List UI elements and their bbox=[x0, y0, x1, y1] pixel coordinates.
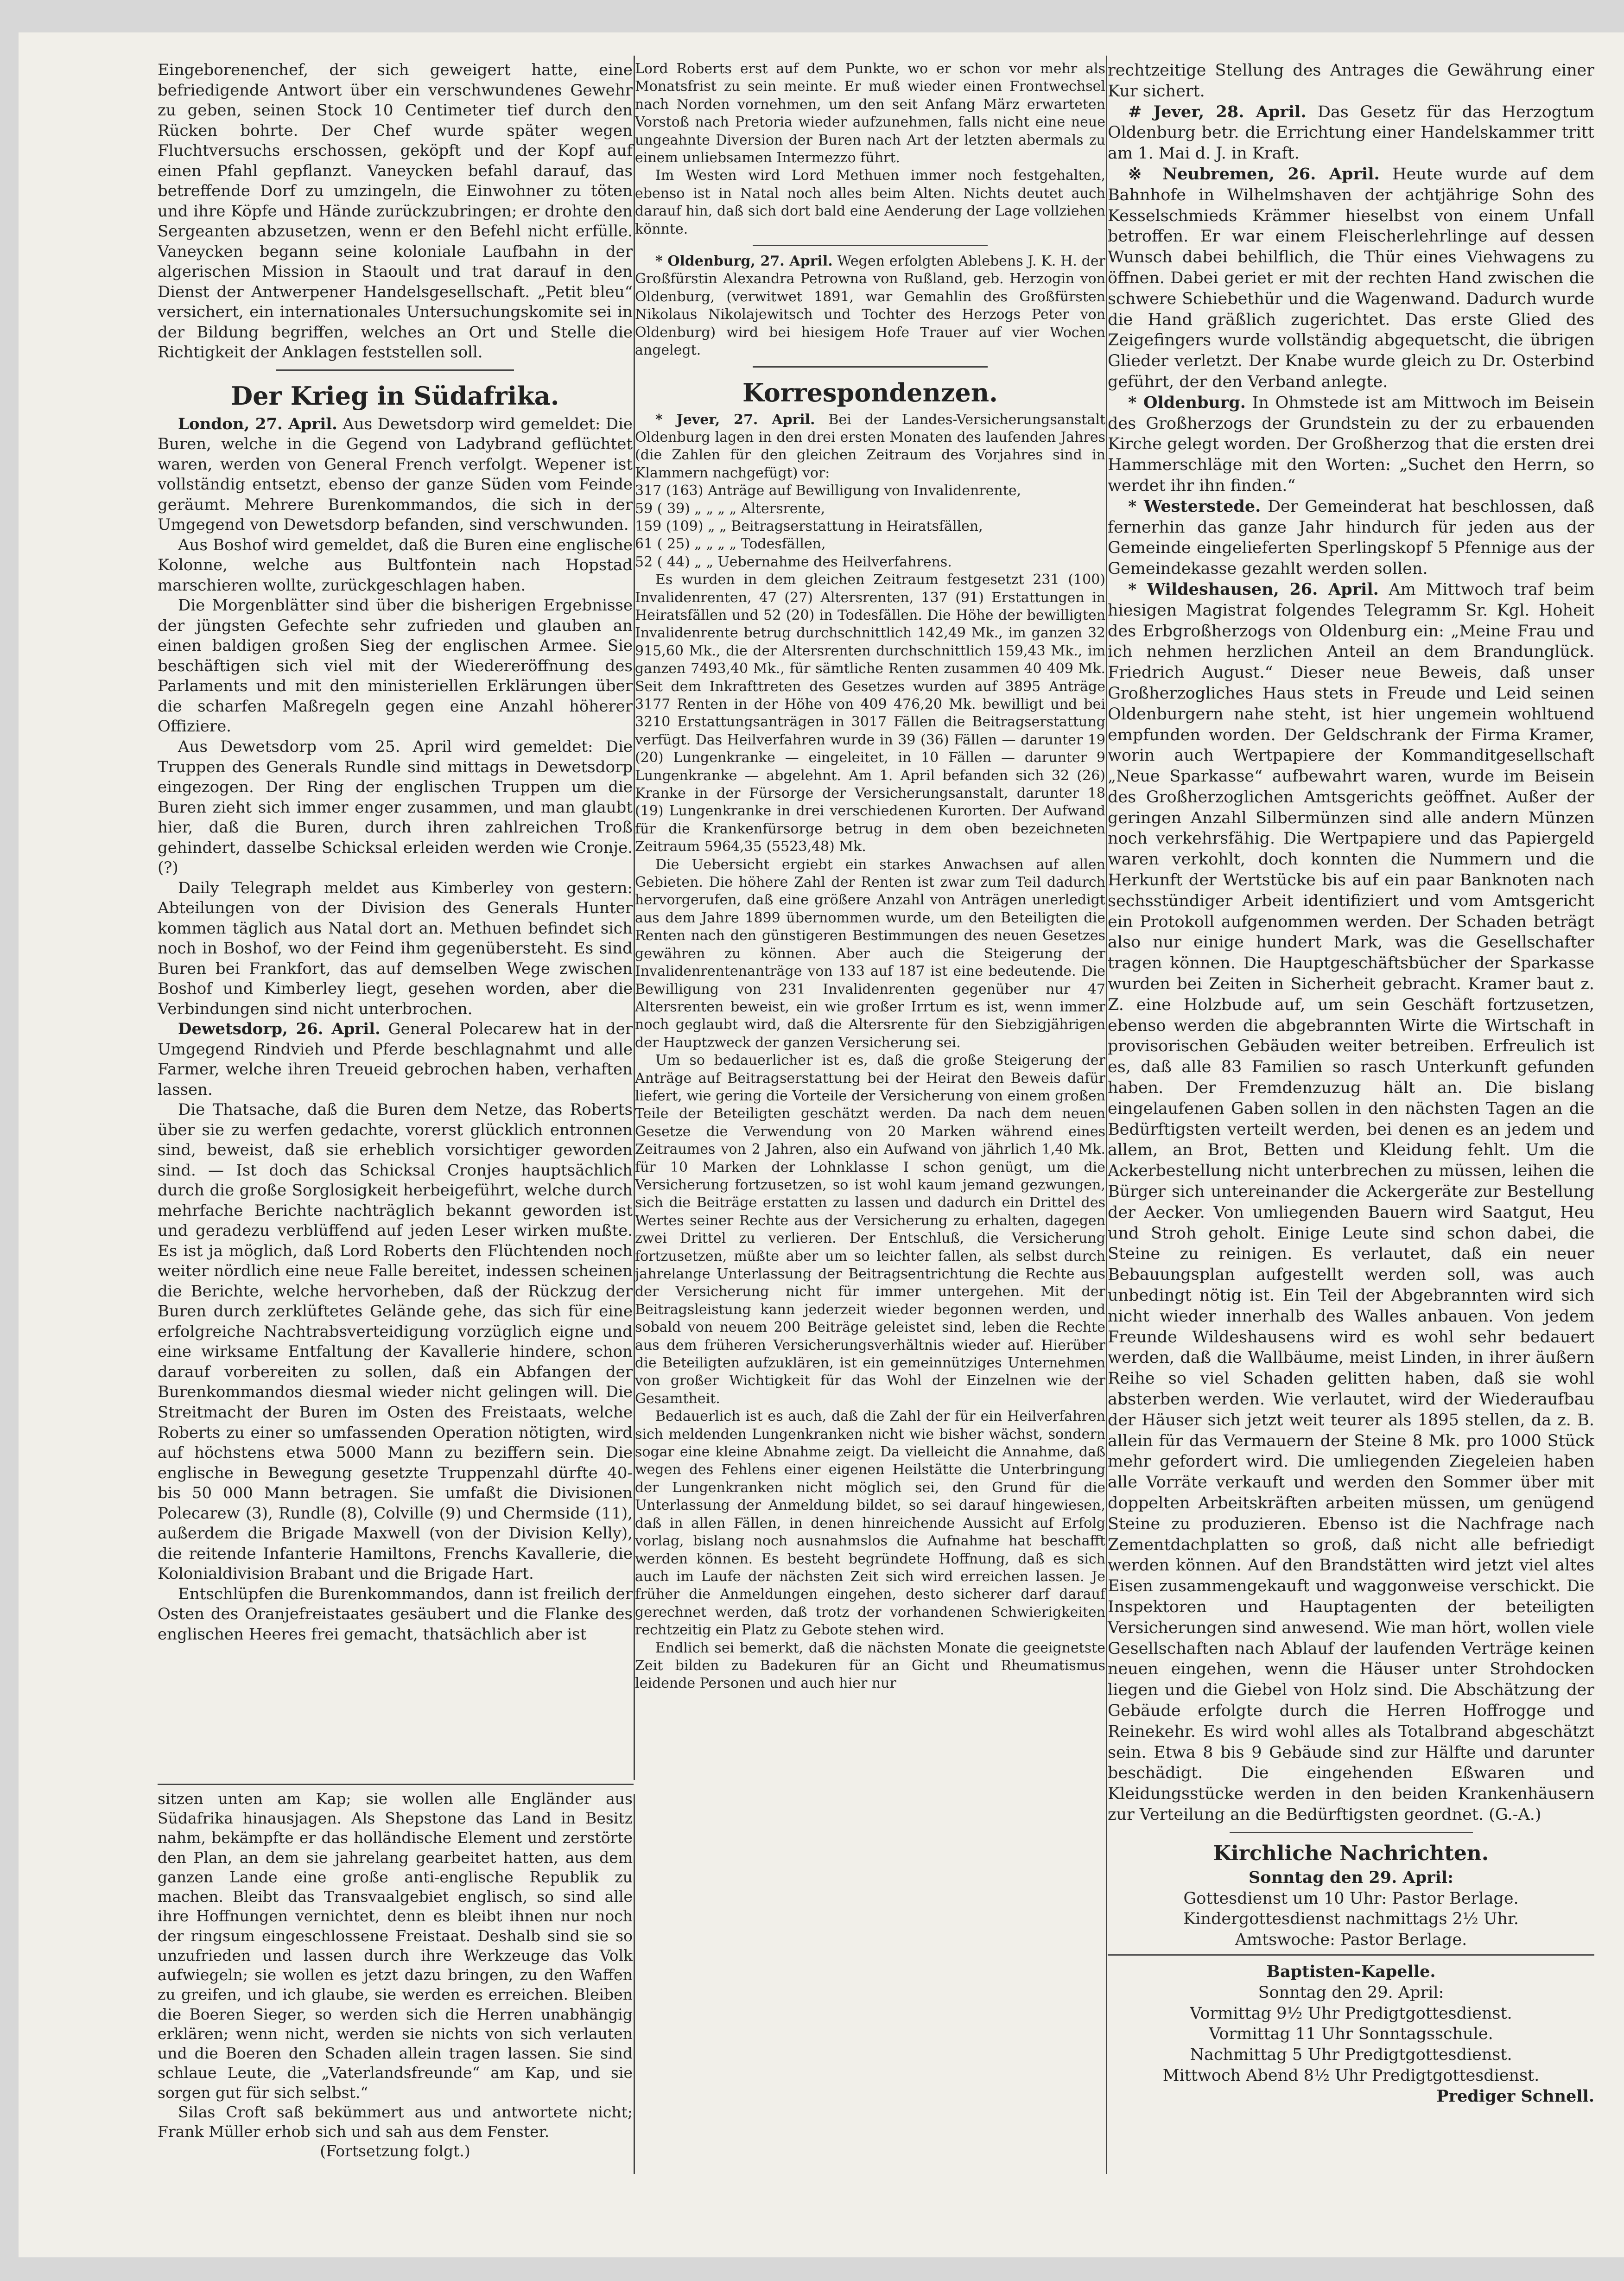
baptist-line: Vormittag 11 Uhr Sonntagsschule. bbox=[1209, 2025, 1493, 2044]
article-paragraph: Aus Boshof wird gemeldet, daß die Buren eine englische Kolonne, welche aus Bultfontein nach Hopstad marschieren wollte, zurückgeschlagen haben. bbox=[158, 535, 633, 595]
article-paragraph: Die Thatsache, daß die Buren dem Netze, das Roberts über sie zu werfen gedachte, vorerst glücklich entronnen sind, beweist, daß sie erheblich vorsichtiger geworden sind. — Ist doch das Schicksal Cronjes hauptsächlich durch die große Sorglosigkeit herbeigeführt, welche durch mehrfache Berichte nachträglich bekannt geworden ist und geradezu verblüffend auf jeden Leser wirken mußte. Es ist ja möglich, daß Lord Roberts den Flüchtenden noch weiter nördlich eine neue Falle bereitet, indessen scheinen die Berichte, welche hervorheben, daß der Rückzug der Buren durch zerklüftetes Gelände gehe, das sich für eine erfolgreiche Nachtrabsverteidigung vorzüglich eigne und eine wirksame Entfaltung der Kavallerie hindere, schon darauf vorbereiten zu sollen, daß ein Abfangen der Burenkommandos diesmal wieder nicht gelingen will. Die Streitmacht der Buren im Osten des Freistaats, welche Roberts zu einer so umfassenden Operation nötigten, wird auf höchstens etwa 5000 Mann zu beziffern sein. Die englische in Bewegung gesetzte Truppenzahl dürfte 40- bis 50 000 Mann betragen. Sie umfaßt die Divisionen Polecarew (3), Rundle (8), Colville (9) und Chermside (11), außerdem die Brigade Maxwell (von der Division Kelly), die reitende Infanterie Hamiltons, Frenchs Kavallerie, die Kolonialdivision Brabant und die Brigade Hart. bbox=[158, 1100, 633, 1583]
article-paragraph: * Oldenburg. In Ohmstede ist am Mittwoch im Beisein des Großherzogs der Grundstein zu der zu erbauenden Kirche gelegt worden. Der Großherzog that die ersten drei Hammerschläge mit den Worten: „Suchet den Herrn, so werdet ihr ihn finden.“ bbox=[1108, 393, 1594, 495]
article-paragraph: Die Uebersicht ergiebt ein starkes Anwachsen auf allen Gebieten. Die höhere Zahl der Renten ist zwar zum Teil dadurch hervorgerufen, daß eine größere Anzahl von Anträgen unerledigt aus dem Jahre 1899 übernommen wurde, um den Beteiligten die Renten nach den günstigeren Bestimmungen des neuen Gesetzes gewähren zu können. Aber auch die Steigerung der Invalidenrentenanträge von 133 auf 187 ist eine bedeutende. Die Bewilligung von 231 Invalidenrenten gegenüber nur 47 Altersrenten beweist, ein wie großer Irrtum es ist, wenn immer noch geglaubt wird, daß die Altersrente für den Siebzigjährigen der Hauptzweck der ganzen Versicherung sei. bbox=[635, 856, 1105, 1051]
church-news-line: Amtswoche: Pastor Berlage. bbox=[1235, 1931, 1467, 1950]
baptist-line: Vormittag 9½ Uhr Predigtgottesdienst. bbox=[1190, 2004, 1512, 2023]
continued-note: (Fortsetzung folgt.) bbox=[320, 2142, 470, 2160]
church-news-heading: Kirchliche Nachrichten. bbox=[1213, 1841, 1489, 1865]
article-paragraph: Es wurden in dem gleichen Zeitraum festgesetzt 231 (100) Invalidenrenten, 47 (27) Altersrenten, 137 (91) Erstattungen in Heiratsfällen und 52 (20) in Todesfällen. Die Höhe der bewilligten Invalidenrente betrug durchschnittlich 142,49 Mk., im ganzen 32 915,60 Mk., die der Altersrenten durchschnittlich 159,43 Mk., im ganzen 7493,40 Mk., für sämtliche Renten zusammen 40 409 Mk. Seit dem Inkrafttreten des Gesetzes wurden auf 3895 Anträge 3177 Renten in der Höhe von 409 476,20 Mk. bewilligt und bei 3210 Erstattungsanträgen in 3017 Fällen die Beitragserstattung verfügt. Das Heilverfahren wurde in 39 (36) Fällen — darunter 19 (20) Lungenkranke — eingeleitet, in 10 Fällen — darunter 9 Lungenkranke — abgelehnt. Am 1. April befanden sich 32 (26) Kranke in der Fürsorge der Versicherungsanstalt, darunter 18 (19) Lungenkranke in drei verschiedenen Kurorten. Der Aufwand für die Krankenfürsorge betrug in dem oben bezeichneten Zeitraum 5964,35 (5523,48) Mk. bbox=[635, 572, 1105, 855]
baptist-line: Nachmittag 5 Uhr Predigtgottesdienst. bbox=[1190, 2046, 1512, 2065]
column-rule-1b bbox=[634, 1794, 635, 2174]
article-paragraph: Daily Telegraph meldet aus Kimberley von gestern: Abteilungen von der Division des Generals Hunter kommen täglich aus Natal dort an. Methuen befindet sich noch in Boshof, wo der Feind ihm gegenübersteht. Es sind Buren bei Frankfort, das auf demselben Wege zwischen Boshof und Kimberley liegt, gesehen worden, aber die Verbindungen sind nicht unterbrochen. bbox=[158, 878, 633, 1018]
article-paragraph: Lord Roberts erst auf dem Punkte, wo er schon vor mehr als Monatsfrist zu sein meinte. Er muß wieder einen Frontwechsel nach Norden vornehmen, um den seit Anfang März erwarteten Vorstoß nach Pretoria wieder aufzunehmen, falls nicht eine neue ungeahnte Diversion der Buren nach Art der letzten abermals zu einem unliebsamen Intermezzo führt. bbox=[635, 61, 1105, 166]
article-paragraph: * Jever, 27. April. Bei der Landes-Versicherungsanstalt Oldenburg lagen in den drei ersten Monaten des laufenden Jahres (die Zahlen für den gleichen Zeitraum des Vorjahres sind in Klammern nachgefügt) vor: bbox=[635, 411, 1105, 481]
column-1 bbox=[158, 60, 633, 1645]
feuilleton-paragraph: sitzen unten am Kap; sie wollen alle Engländer aus Südafrika hinausjagen. Als Shepstone das Land in Besitz nahm, bekämpfte er das holländische Element und zerstörte den Plan, an dem sie jahrelang gearbeitet hatten, aus dem ganzen Lande eine große anti-englische Republik zu machen. Bleibt das Transvaalgebiet englisch, so sind alle ihre Hoffnungen vernichtet, denn es bleibt ihnen nur noch der ringsum eingeschlossene Freistaat. Deshalb sind sie so unzufrieden und lassen durch ihre Werkzeuge das Volk aufwiegeln; sie wollen es jetzt dazu bringen, zu den Waffen zu greifen, und ich glaube, sie werden es erreichen. Bleiben die Boeren Sieger, so werden sich die Herren unabhängig erklären; wenn nicht, werden sie nichts von sich verlauten und die Boeren den Schaden allein tragen lassen. Sie sind schlaue Leute, die „Vaterlandsfreunde“ am Kap, und sie sorgen gut für sich selbst.“ bbox=[158, 1790, 633, 2102]
article-paragraph: # Jever, 28. April. Das Gesetz für das Herzogtum Oldenburg betr. die Errichtung einer Handelskammer tritt am 1. Mai d. J. in Kraft. bbox=[1108, 102, 1594, 163]
baptist-date: Sonntag den 29. April: bbox=[1258, 1983, 1444, 2002]
church-news-line: Kindergottesdienst nachmittags 2½ Uhr. bbox=[1183, 1910, 1519, 1929]
separator bbox=[276, 369, 514, 371]
article-paragraph: Dewetsdorp, 26. April. General Polecarew hat in der Umgegend Rindvieh und Pferde beschlagnahmt und alle Farmer, welche ihren Treueid gebrochen haben, verhaften lassen. bbox=[158, 1020, 633, 1099]
table-row: 61 ( 25) „ „ „ „ Todesfällen, bbox=[635, 536, 826, 553]
article-paragraph: Die Morgenblätter sind über die bisherigen Ergebnisse der jüngsten Gefechte sehr zufrieden und glauben an einen baldigen großen Sieg der englischen Armee. Sie beschäftigen sich viel mit der Wiedereröffnung des Parlaments und mit den ministeriellen Erklärungen über die scharfen Maßregeln gegen eine Anzahl höherer Offiziere. bbox=[158, 596, 633, 736]
article-paragraph: rechtzeitige Stellung des Antrages die Gewährung einer Kur sichert. bbox=[1108, 61, 1594, 101]
newspaper-page bbox=[19, 32, 1624, 2257]
column-2 bbox=[635, 60, 1105, 1693]
table-row: 59 ( 39) „ „ „ „ Altersrente, bbox=[635, 500, 825, 517]
table-row: 52 ( 44) „ „ Uebernahme des Heilverfahrens. bbox=[635, 553, 952, 570]
column-3 bbox=[1108, 60, 1594, 2107]
baptist-preacher: Prediger Schnell. bbox=[1436, 2086, 1594, 2106]
baptist-heading: Baptisten-Kapelle. bbox=[1266, 1962, 1436, 1981]
church-news-date: Sonntag den 29. April: bbox=[1248, 1868, 1454, 1887]
column-rule-2 bbox=[1106, 56, 1107, 2174]
separator bbox=[753, 366, 988, 368]
statistics-table bbox=[635, 482, 1105, 571]
article-paragraph: Entschlüpfen die Burenkommandos, dann ist freilich der Osten des Oranjefreistaates gesäubert und die Flanke des englischen Heeres frei gemacht, thatsächlich aber ist bbox=[158, 1584, 633, 1644]
baptist-line: Mittwoch Abend 8½ Uhr Predigtgottesdienst. bbox=[1162, 2066, 1540, 2085]
article-paragraph: * Wildeshausen, 26. April. Am Mittwoch traf beim hiesigen Magistrat folgendes Telegramm Sr. Kgl. Hoheit des Erbgroßherzogs von Oldenburg ein: „Meine Frau und ich nehmen herzlichen Anteil an dem Brandunglück. Friedrich August.“ Dieser neue Beweis, daß unser Großherzogliches Haus stets in Freude und Leid seinen Oldenburgern nahe steht, ist hier ungemein wohltuend empfunden worden. Der Geldschrank der Firma Kramer, worin auch Wertpapiere der Kommanditgesellschaft „Neue Sparkasse“ aufbewahrt waren, wurde im Beisein des Großherzoglichen Amtsgerichts geöffnet. Außer der geringen Anzahl Silbermünzen sind alle andern Münzen noch verkehrsfähig. Die Wertpapiere und das Papiergeld waren verkohlt, doch konnten die Nummern und die Herkunft der Wertstücke bis auf ein paar Banknoten nach sechsstündiger Arbeit identifiziert und vom Amtsgericht ein Protokoll aufgenommen werden. Der Schaden beträgt also nur einige hundert Mark, was die Gesellschafter tragen können. Die Hauptgeschäftsbücher der Sparkasse wurden bei Zeiten in Sicherheit gebracht. Kramer baut z. Z. eine Holzbude auf, um sein Geschäft fortzusetzen, ebenso werden die abgebrannten Wirte die Wirtschaft in provisorischen Gebäuden weiter betreiben. Erfreulich ist es, daß alle 83 Familien so rasch Unterkunft gefunden haben. Der Fremdenzuzug hält an. Die bislang eingelaufenen Gaben sollen in den nächsten Tagen an die Bedürftigsten verteilt werden, bei denen es an jedem und allem, an Brot, Betten und Kleidung fehlt. Um die Ackerbestellung nicht unterbrechen zu müssen, leihen die Bürger sich untereinander die Ackergeräte zur Bestellung der Aecker. Von umliegenden Bauern wird Saatgut, Heu und Stroh geholt. Einige Leute sind schon dabei, die Steine zu reinigen. Es verlautet, daß ein neuer Bebauungsplan aufgestellt werden soll, was auch unbedingt nötig ist. Ein Teil der Abgebrannten wird sich nicht wieder innerhalb des Walles anbauen. Von jedem Freunde Wildeshausens wird es wohl sehr bedauert werden, daß die Wallbäume, meist Linden, in ihrer äußern Reihe so viel Schaden gelitten haben, daß sie wohl absterben werden. Wie verlautet, wird der Wiederaufbau der Häuser sich jetzt weit teurer als 1895 stellen, da z. B. allein für das Vermauern der Steine 8 Mk. pro 1000 Stück mehr gefordert wird. Die umliegenden Ziegeleien haben alle Vorräte verkauft und werden den Sommer über mit doppelten Arbeitskräften arbeiten müssen, um genügend Steine zu produzieren. Ebenso ist die Nachfrage nach Zementdachplatten so groß, daß nicht alle befriedigt werden können. Auf den Brandstätten wird jetzt viel altes Eisen zusammengekauft und waggonweise verschickt. Die Inspektoren und Hauptagenten der beteiligten Versicherungen sind anwesend. Wie man hört, wollen viele Gesellschaften nach Ablauf der laufenden Verträge keinen neuen eingehen, wenn die Häuser unter Strohdocken liegen und die Giebel von Holz sind. Die Abschätzung der Gebäude erfolgte durch die Herren Hoffrogge und Reinekehr. Es wird wohl alles als Totalbrand abgeschätzt sein. Etwa 8 bis 9 Gebäude sind zur Hälfte und darunter beschädigt. Die eingehenden Eßwaren und Kleidungsstücke werden in den beiden Krankenhäusern zur Verteilung an die Bedürftigsten geordnet. (G.-A.) bbox=[1108, 579, 1595, 1824]
article-paragraph: Endlich sei bemerkt, daß die nächsten Monate die geeignetste Zeit bilden zu Badekuren für an Gicht und Rheumatismus leidende Personen und auch hier nur bbox=[635, 1639, 1105, 1692]
article-paragraph: Im Westen wird Lord Methuen immer noch festgehalten, ebenso ist in Natal noch alles beim Alten. Nichts deutet auch darauf hin, daß sich dort bald eine Aenderung der Lage vollziehen könnte. bbox=[635, 167, 1105, 237]
article-paragraph: ※ Neubremen, 26. April. Heute wurde auf dem Bahnhofe in Wilhelmshaven der achtjährige Sohn des Kesselschmieds Krämmer hieselbst von einem Unfall betroffen. Er war einem Fleischerlehrlinge auf dessen Wunsch dabei behilflich, die Thür eines Viehwagens zu öffnen. Dabei geriet er mit der rechten Hand zwischen die schwere Schiebethür und die Wagenwand. Dadurch wurde die Hand gräßlich zugerichtet. Das erste Glied des Zeigefingers wurde vollständig abgequetscht, die übrigen Glieder verletzt. Der Knabe wurde gleich zu Dr. Osterbind geführt, der den Verband anlegte. bbox=[1108, 164, 1594, 391]
table-row: 159 (109) „ „ Beitragserstattung in Heiratsfällen, bbox=[635, 518, 983, 534]
article-paragraph: Bedauerlich ist es auch, daß die Zahl der für ein Heilverfahren sich meldenden Lungenkranken nicht wie bisher wächst, sondern sogar eine kleine Abnahme zeigt. Da vielleicht die Annahme, daß wegen des Fehlens einer eigenen Heilstätte die Unterbringung der Lungenkranken nicht möglich sei, den Grund für die Unterlassung der Anmeldung bildet, so sei darauf hingewiesen, daß in allen Fällen, in denen hinreichende Aussicht auf Erfolg vorlag, bislang noch ausnahmslos die Aufnahme hat beschafft werden können. Es besteht begründete Hoffnung, daß es sich auch im Laufe der nächsten Zeit sich wird erreichen lassen. Je früher die Anmeldungen eingehen, desto sicherer darf darauf gerechnet werden, daß trotz der vorhandenen Schwierigkeiten rechtzeitig ein Platz zu Gebote stehen wird. bbox=[635, 1408, 1105, 1639]
article-paragraph: Eingeborenenchef, der sich geweigert hatte, eine befriedigende Antwort über ein verschwundenes Gewehr zu geben, seinen Stock 10 Centimeter tief durch den Rücken bohrte. Der Chef wurde später wegen Fluchtversuchs erschossen, geköpft und der Kopf auf einen Pfahl gepflanzt. Vaneycken befahl darauf, das betreffende Dorf zu umzingeln, die Einwohner zu töten und ihre Köpfe und Hände zurückzubringen; er drohte den Sergeanten abzusetzen, wenn er den Befehl nicht erfülle. Vaneycken begann seine koloniale Laufbahn in der algerischen Mission in Staoult und trat darauf in den Dienst der Antwerpener Handelsgesellschaft. „Petit bleu“ versichert, ein internationales Untersuchungskomite sei in der Bildung begriffen, welches an Ort und Stelle die Richtigkeit der Anklagen feststellen soll. bbox=[158, 61, 633, 362]
separator bbox=[753, 245, 988, 246]
section-heading-war: Der Krieg in Südafrika. bbox=[231, 381, 559, 411]
feuilleton bbox=[158, 1789, 633, 2161]
church-news-line: Gottesdienst um 10 Uhr: Pastor Berlage. bbox=[1183, 1889, 1519, 1908]
section-heading-correspondence: Korrespondenzen. bbox=[742, 377, 998, 407]
article-paragraph: * Oldenburg, 27. April. Wegen erfolgten Ablebens J. K. H. der Großfürstin Alexandra Petrowna von Rußland, geb. Herzogin von Oldenburg, (verwitwet 1891, war Gemahlin des Großfürsten Nikolaus Nikolajewitsch und Tochter des Herzogs Peter von Oldenburg) wird bei hiesigem Hofe Trauer auf vier Wochen angelegt. bbox=[635, 253, 1105, 359]
feuilleton-rule bbox=[158, 1784, 634, 1785]
feuilleton-paragraph: Silas Croft saß bekümmert aus und antwortete nicht; Frank Müller erhob sich und sah aus dem Fenster. bbox=[158, 2103, 633, 2141]
table-row: 317 (163) Anträge auf Bewilligung von Invalidenrente, bbox=[635, 483, 1021, 499]
article-paragraph: * Westerstede. Der Gemeinderat hat beschlossen, daß fernerhin das ganze Jahr hindurch für jeden aus der Gemeinde eingelieferten Sperlingskopf 5 Pfennige aus der Gemeindekasse gezahlt werden sollen. bbox=[1108, 496, 1594, 578]
article-paragraph: Aus Dewetsdorp vom 25. April wird gemeldet: Die Truppen des Generals Rundle sind mittags in Dewetsdorp eingezogen. Der Ring der englischen Truppen um die Buren zieht sich immer enger zusammen, und man glaubt hier, daß die Buren, durch ihren zahlreichen Troß gehindert, dasselbe Schicksal erleiden werden wie Cronje. (?) bbox=[158, 737, 633, 877]
double-rule bbox=[1108, 1954, 1594, 1958]
article-paragraph: London, 27. April. Aus Dewetsdorp wird gemeldet: Die Buren, welche in die Gegend von Ladybrand geflüchtet waren, werden von General French verfolgt. Wepener ist vollständig entsetzt, ebenso der ganze Süden vom Feinde geräumt. Mehrere Burenkommandos, die sich in der Umgegend von Dewetsdorp befanden, sind verschwunden. bbox=[158, 414, 633, 534]
article-paragraph: Um so bedauerlicher ist es, daß die große Steigerung der Anträge auf Beitragserstattung bei der Heirat den Beweis dafür liefert, wie gering die Vorteile der Versicherung von einem großen Teile der Beteiligten geschätzt werden. Da nach dem neuen Gesetze die Verwendung von 20 Marken während eines Zeitraumes von 2 Jahren, also ein Aufwand von jährlich 1,40 Mk. für 10 Marken der Lohnklasse I schon genügt, um die Versicherung fortzusetzen, so ist wohl kaum jemand gezwungen, sich die Beiträge erstatten zu lassen und dadurch ein Drittel des Wertes seiner Rechte aus der Versicherung zu erhalten, dagegen zwei Drittel zu verlieren. Der Entschluß, die Versicherung fortzusetzen, müßte aber um so leichter fallen, als selbst durch jahrelange Unterlassung der Beitragsentrichtung die Rechte aus der Versicherung nicht für immer untergehen. Mit der Beitragsleistung kann jederzeit wieder begonnen werden, und sobald von neuem 200 Beiträge geleistet sind, leben die Rechte aus dem früheren Versicherungsverhältnis wieder auf. Hierüber die Beteiligten aufzuklären, ist ein gemeinnütziges Unternehmen von großer Wichtigkeit für das Wohl der Einzelnen wie der Gesamtheit. bbox=[635, 1052, 1105, 1407]
separator bbox=[1230, 1832, 1473, 1833]
